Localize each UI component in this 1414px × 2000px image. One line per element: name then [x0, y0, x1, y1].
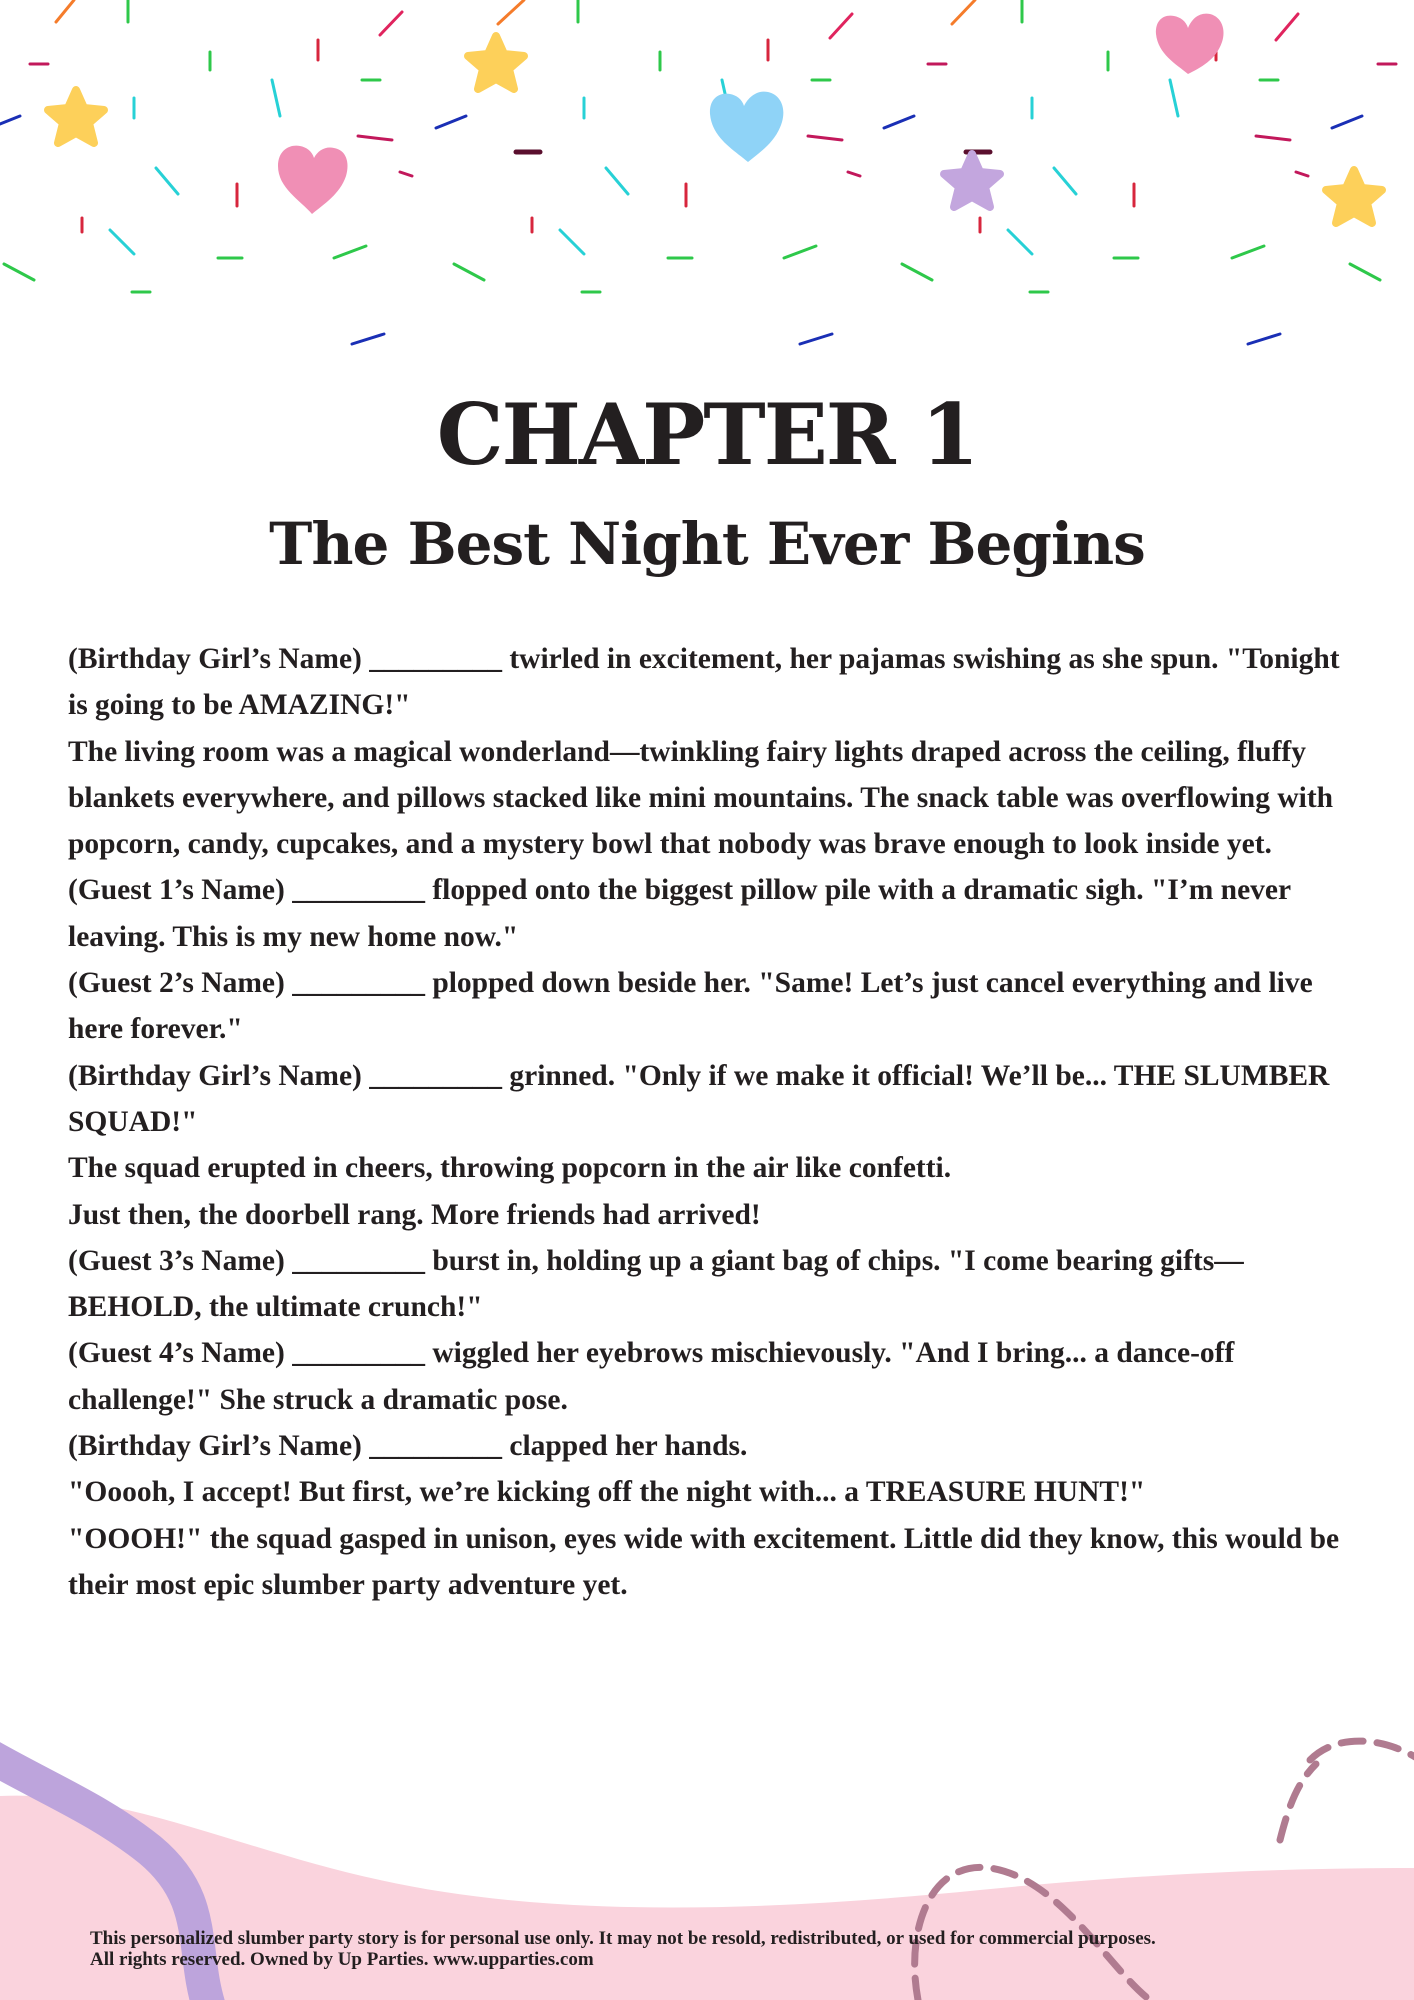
story-paragraph: (Guest 1’s Name) _________ flopped onto the biggest pillow pile with a dramatic sigh. "I’m never leaving. This is my new home now."	[68, 874, 1291, 953]
yellow-star-icon	[48, 90, 104, 143]
chapter-subtitle: The Best Night Ever Begins	[269, 510, 1145, 578]
pink-heart-icon	[278, 146, 348, 214]
story-text	[68, 636, 1358, 1608]
yellow-star-icon	[1326, 170, 1382, 223]
dashed-swirl	[1310, 1741, 1414, 1760]
footer-line: All rights reserved. Owned by Up Parties. www.upparties.com	[90, 1949, 594, 1970]
story-paragraph: "OOOH!" the squad gasped in unison, eyes wide with excitement. Little did they know, this would be their most epic slumber party adventure yet.	[68, 1522, 1340, 1601]
dashed-swirl	[1280, 1764, 1316, 1840]
story-paragraph: (Guest 2’s Name) _________ plopped down beside her. "Same! Let’s just cancel everything and live here forever."	[68, 967, 1313, 1046]
story-paragraph: The living room was a magical wonderland—twinkling fairy lights draped across the ceiling, fluffy blankets everywhere, and pillows stacked like mini mountains. The snack table was overflowing with popcorn, candy, cupcakes, and a mystery bowl that nobody was brave enough to look inside yet.	[68, 735, 1334, 861]
purple-star-icon	[944, 154, 1000, 207]
copyright-footer	[90, 1928, 1390, 1970]
pink-heart-icon	[1156, 14, 1224, 74]
story-paragraph: (Guest 4’s Name) _________ wiggled her eyebrows mischievously. "And I bring... a dance-off challenge!" She struck a dramatic pose.	[68, 1337, 1235, 1416]
story-paragraph: (Guest 3’s Name) _________ burst in, holding up a giant bag of chips. "I come bearing gifts—BEHOLD, the ultimate crunch!"	[68, 1244, 1244, 1324]
chapter-title: CHAPTER 1	[436, 385, 978, 484]
confetti-decoration	[0, 0, 1414, 360]
story-paragraph: Just then, the doorbell rang. More friends had arrived!	[68, 1198, 761, 1231]
story-paragraph: "Ooooh, I accept! But first, we’re kicking off the night with... a TREASURE HUNT!"	[68, 1476, 1146, 1509]
blue-heart-icon	[710, 92, 783, 162]
story-paragraph: (Birthday Girl’s Name) _________ clapped her hands.	[68, 1430, 748, 1463]
footer-line: This personalized slumber party story is for personal use only. It may not be resold, redistributed, or used for commercial purposes.	[90, 1928, 1156, 1949]
story-paragraph: (Birthday Girl’s Name) _________ twirled in excitement, her pajamas swishing as she spun. "Tonight is going to be AMAZING!"	[68, 643, 1340, 722]
yellow-star-icon	[468, 36, 524, 89]
heart-icons	[278, 14, 1224, 214]
story-paragraph: The squad erupted in cheers, throwing popcorn in the air like confetti.	[68, 1152, 952, 1185]
story-paragraph: (Birthday Girl’s Name) _________ grinned. "Only if we make it official! We’ll be... THE SLUMBER SQUAD!"	[68, 1059, 1330, 1138]
